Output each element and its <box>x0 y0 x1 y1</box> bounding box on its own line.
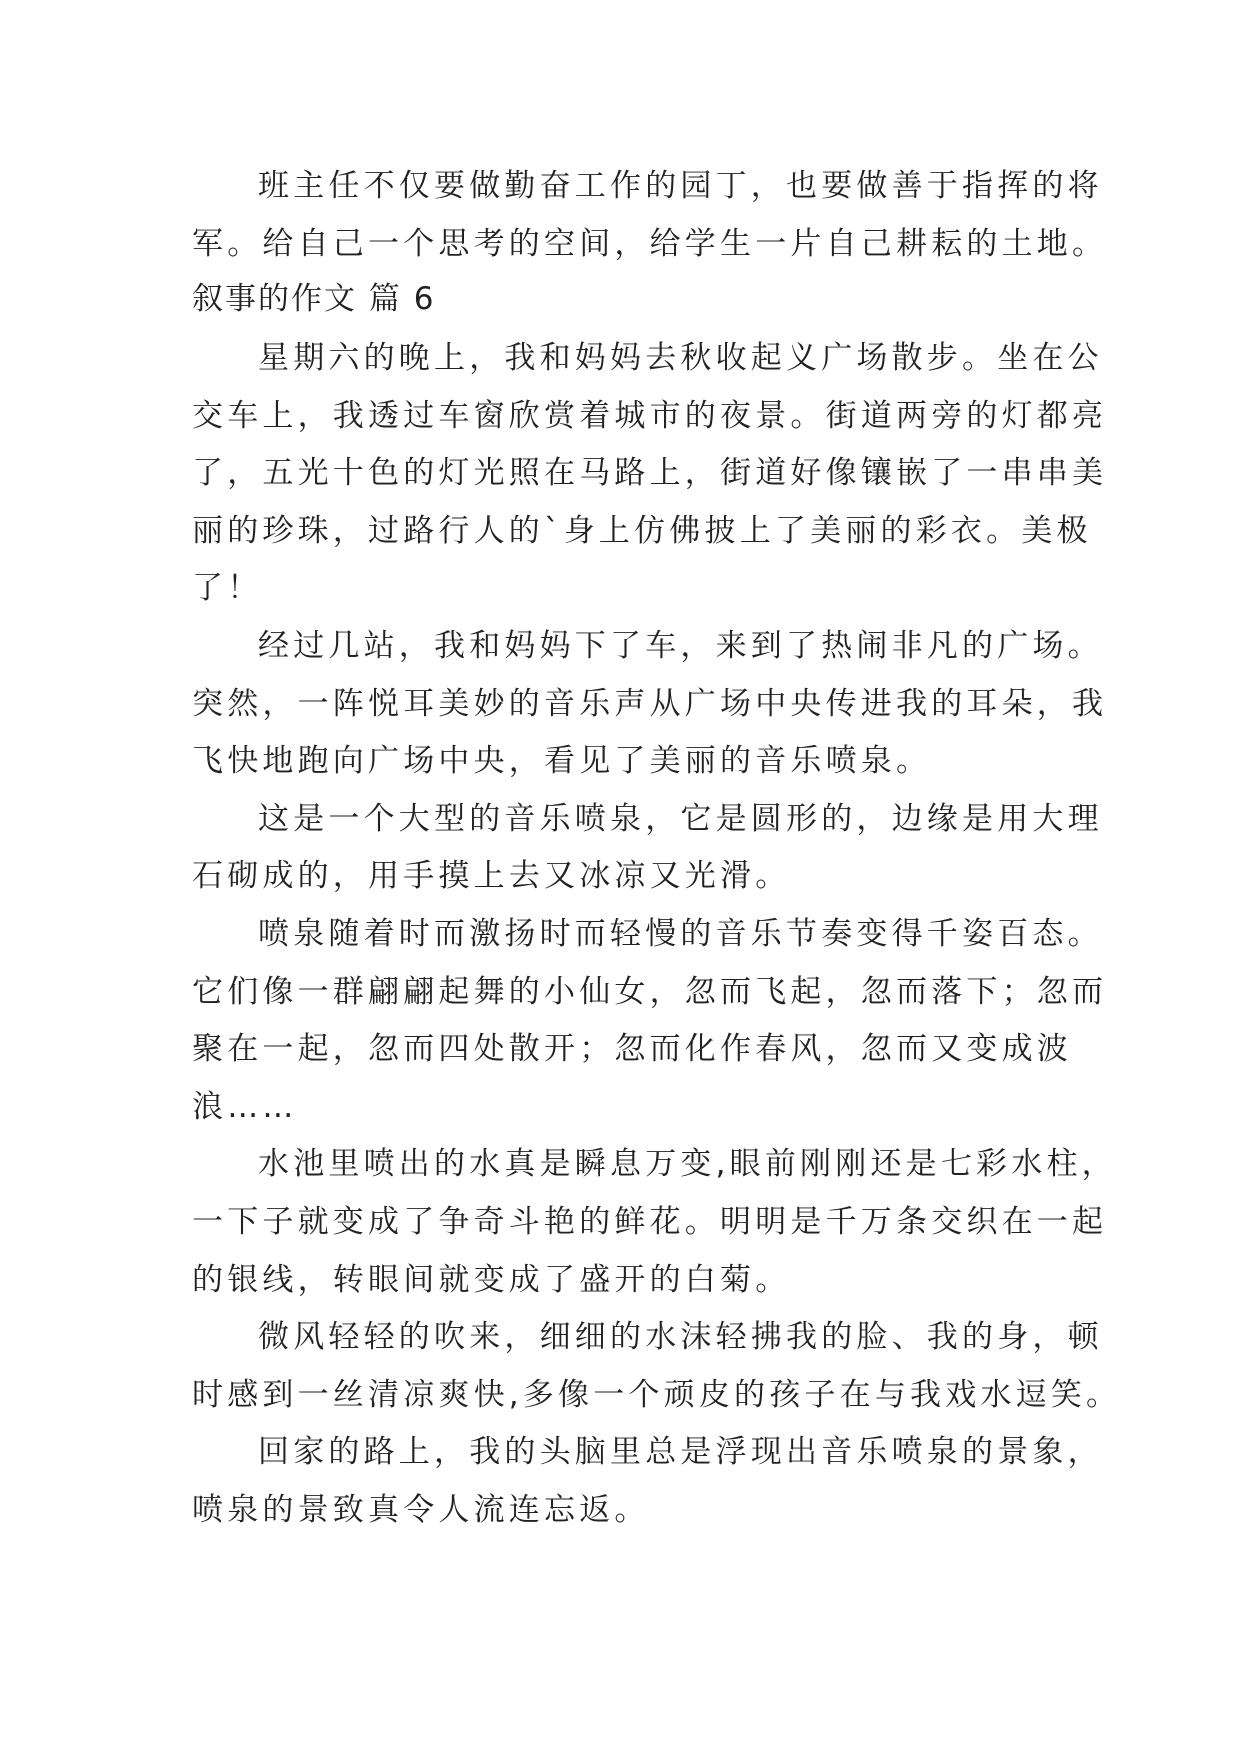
text-line: 这是一个大型的音乐喷泉，它是圆形的，边缘是用大理 <box>258 801 1103 837</box>
text-line: 班主任不仅要做勤奋工作的园丁，也要做善于指挥的将 <box>258 168 1103 204</box>
text-line: 浪…… <box>192 1089 298 1125</box>
text-line: 经过几站，我和妈妈下了车，来到了热闹非凡的广场。 <box>258 628 1103 664</box>
text-line: 石砌成的，用手摸上去又冰凉又光滑。 <box>192 858 791 894</box>
text-line: 喷泉的景致真令人流连忘返。 <box>192 1492 650 1528</box>
text-line: 聚在一起，忽而四处散开；忽而化作春风，忽而又变成波 <box>192 1031 1072 1067</box>
text-line: 微风轻轻的吹来，细细的水沫轻拂我的脸、我的身，顿 <box>258 1319 1103 1355</box>
text-line: 丽的珍珠，过路行人的`身上仿佛披上了美丽的彩衣。美极 <box>192 513 1092 549</box>
text-line: 了！ <box>192 570 263 606</box>
text-line: 时感到一丝清凉爽快,多像一个顽皮的孩子在与我戏水逗笑。 <box>192 1377 1122 1413</box>
text-line: 的银线，转眼间就变成了盛开的白菊。 <box>192 1262 791 1298</box>
text-line: 它们像一群翩翩起舞的小仙女，忽而飞起，忽而落下；忽而 <box>192 974 1108 1010</box>
text-line: 军。给自己一个思考的空间，给学生一片自己耕耘的土地。 <box>192 226 1108 262</box>
section-heading: 叙事的作文 篇 6 <box>192 281 436 317</box>
text-line: 喷泉随着时而激扬时而轻慢的音乐节奏变得千姿百态。 <box>258 916 1103 952</box>
text-line: 一下子就变成了争奇斗艳的鲜花。明明是千万条交织在一起 <box>192 1204 1108 1240</box>
text-line: 飞快地跑向广场中央，看见了美丽的音乐喷泉。 <box>192 743 932 779</box>
text-line: 交车上，我透过车窗欣赏着城市的夜景。街道两旁的灯都亮 <box>192 398 1108 434</box>
text-line: 星期六的晚上，我和妈妈去秋收起义广场散步。坐在公 <box>258 340 1103 376</box>
text-line: 突然，一阵悦耳美妙的音乐声从广场中央传进我的耳朵，我 <box>192 686 1108 722</box>
text-line: 了，五光十色的灯光照在马路上，街道好像镶嵌了一串串美 <box>192 455 1108 491</box>
text-line: 回家的路上，我的头脑里总是浮现出音乐喷泉的景象， <box>258 1434 1103 1470</box>
text-line: 水池里喷出的水真是瞬息万变,眼前刚刚还是七彩水柱， <box>258 1146 1117 1182</box>
